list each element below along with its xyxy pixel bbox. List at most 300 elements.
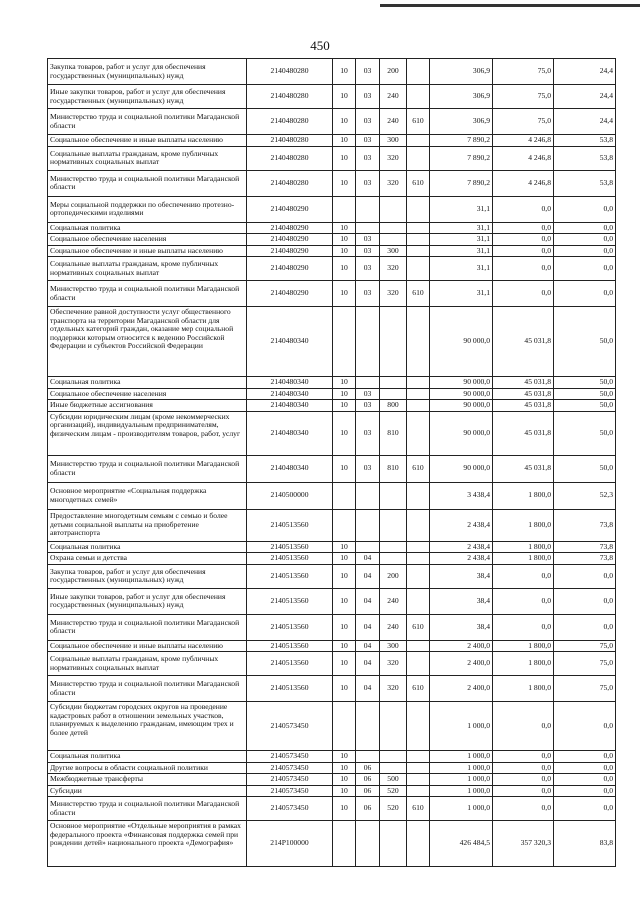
row-section: 10	[333, 257, 356, 281]
row-name: Социальные выплаты гражданам, кроме публичных нормативных социальных выплат	[48, 652, 247, 676]
row-expense-type: 520	[380, 797, 407, 821]
row-name: Социальное обеспечение и иные выплаты населению	[48, 640, 247, 652]
row-actual-amount: 0,0	[493, 785, 554, 797]
row-actual-amount: 45 031,8	[493, 388, 554, 400]
row-name: Социальная политика	[48, 751, 247, 763]
row-expense-type: 240	[380, 85, 407, 109]
row-actual-amount: 45 031,8	[493, 455, 554, 482]
row-subsection	[356, 509, 380, 541]
row-expense-type: 320	[380, 257, 407, 281]
row-name: Обеспечение равной доступности услуг общественного транспорта на территории Магаданской области для отдельных категорий граждан, оказание мер социальной поддержки которым относится к ведению Российской Федерации и субъектов Российской Федерации	[48, 307, 247, 377]
row-name: Иные бюджетные ассигнования	[48, 400, 247, 412]
row-code: 2140480280	[247, 85, 333, 109]
row-section: 10	[333, 785, 356, 797]
row-code: 2140513560	[247, 541, 333, 553]
row-percent: 50,0	[554, 400, 616, 412]
row-code: 2140573450	[247, 751, 333, 763]
row-plan-amount: 306,9	[430, 109, 493, 135]
row-plan-amount: 90 000,0	[430, 307, 493, 377]
row-section: 10	[333, 553, 356, 565]
row-percent: 0,0	[554, 281, 616, 307]
row-expense-type	[380, 762, 407, 774]
page-number: 450	[310, 38, 330, 53]
row-admin-code: 610	[407, 676, 430, 702]
row-code: 2140480290	[247, 234, 333, 246]
row-code: 2140573450	[247, 797, 333, 821]
table-row	[48, 234, 616, 246]
row-percent: 0,0	[554, 245, 616, 257]
row-percent: 0,0	[554, 222, 616, 234]
table-row	[48, 411, 616, 455]
row-subsection: 03	[356, 388, 380, 400]
table-row	[48, 553, 616, 565]
row-plan-amount: 1 000,0	[430, 785, 493, 797]
row-expense-type: 240	[380, 109, 407, 135]
table-row	[48, 652, 616, 676]
row-percent: 0,0	[554, 797, 616, 821]
row-section: 10	[333, 388, 356, 400]
row-subsection: 04	[356, 614, 380, 640]
row-code: 2140480290	[247, 222, 333, 234]
row-name: Министерство труда и социальной политики Магаданской области	[48, 797, 247, 821]
row-name: Субсидии	[48, 785, 247, 797]
row-section: 10	[333, 588, 356, 614]
row-percent: 24,4	[554, 59, 616, 85]
row-admin-code	[407, 482, 430, 509]
row-admin-code: 610	[407, 455, 430, 482]
row-plan-amount: 1 000,0	[430, 702, 493, 751]
row-expense-type	[380, 307, 407, 377]
table-row	[48, 170, 616, 196]
row-code: 2140480290	[247, 245, 333, 257]
row-expense-type: 200	[380, 564, 407, 588]
row-subsection: 04	[356, 652, 380, 676]
row-expense-type	[380, 234, 407, 246]
row-admin-code	[407, 640, 430, 652]
row-actual-amount: 0,0	[493, 614, 554, 640]
row-percent: 0,0	[554, 751, 616, 763]
row-name: Министерство труда и социальной политики Магаданской области	[48, 109, 247, 135]
row-code: 2140480280	[247, 146, 333, 170]
row-expense-type	[380, 553, 407, 565]
row-name: Социальное обеспечение и иные выплаты населению	[48, 135, 247, 147]
row-expense-type: 200	[380, 59, 407, 85]
row-code: 2140513560	[247, 553, 333, 565]
row-percent: 0,0	[554, 588, 616, 614]
row-plan-amount: 2 438,4	[430, 553, 493, 565]
row-name: Социальная политика	[48, 541, 247, 553]
row-percent: 0,0	[554, 234, 616, 246]
row-subsection	[356, 307, 380, 377]
row-expense-type	[380, 482, 407, 509]
row-subsection: 03	[356, 109, 380, 135]
row-plan-amount: 2 438,4	[430, 541, 493, 553]
row-plan-amount: 31,1	[430, 281, 493, 307]
row-subsection: 03	[356, 59, 380, 85]
row-actual-amount: 357 320,3	[493, 821, 554, 867]
row-expense-type: 300	[380, 640, 407, 652]
row-plan-amount: 2 400,0	[430, 640, 493, 652]
row-subsection: 03	[356, 170, 380, 196]
row-name: Социальное обеспечение населения	[48, 388, 247, 400]
row-section: 10	[333, 455, 356, 482]
row-section: 10	[333, 400, 356, 412]
row-plan-amount: 1 000,0	[430, 751, 493, 763]
table-row	[48, 762, 616, 774]
row-admin-code	[407, 400, 430, 412]
row-expense-type: 520	[380, 785, 407, 797]
row-section: 10	[333, 614, 356, 640]
row-actual-amount: 0,0	[493, 245, 554, 257]
row-actual-amount: 45 031,8	[493, 411, 554, 455]
row-expense-type	[380, 222, 407, 234]
row-subsection: 03	[356, 455, 380, 482]
row-section: 10	[333, 411, 356, 455]
row-subsection: 04	[356, 588, 380, 614]
table-row	[48, 245, 616, 257]
row-admin-code	[407, 702, 430, 751]
row-code: 214P100000	[247, 821, 333, 867]
row-admin-code	[407, 652, 430, 676]
row-actual-amount: 1 800,0	[493, 482, 554, 509]
row-section	[333, 821, 356, 867]
row-actual-amount: 0,0	[493, 281, 554, 307]
row-percent: 0,0	[554, 564, 616, 588]
row-name: Предоставление многодетным семьям с семью и более детьми социальной выплаты на приобретение автотранспорта	[48, 509, 247, 541]
row-section: 10	[333, 762, 356, 774]
table-row	[48, 785, 616, 797]
row-name: Межбюджетные трансферты	[48, 774, 247, 786]
row-actual-amount: 0,0	[493, 774, 554, 786]
row-name: Закупка товаров, работ и услуг для обеспечения государственных (муниципальных) нужд	[48, 59, 247, 85]
row-plan-amount: 2 400,0	[430, 676, 493, 702]
row-plan-amount: 2 400,0	[430, 652, 493, 676]
row-name: Министерство труда и социальной политики Магаданской области	[48, 614, 247, 640]
row-code: 2140513560	[247, 564, 333, 588]
row-expense-type: 320	[380, 146, 407, 170]
row-percent: 50,0	[554, 377, 616, 389]
row-subsection: 03	[356, 146, 380, 170]
row-code: 2140480340	[247, 307, 333, 377]
row-actual-amount: 1 800,0	[493, 676, 554, 702]
row-plan-amount: 7 890,2	[430, 146, 493, 170]
row-admin-code	[407, 541, 430, 553]
row-section: 10	[333, 135, 356, 147]
row-plan-amount: 90 000,0	[430, 400, 493, 412]
row-expense-type	[380, 377, 407, 389]
row-section: 10	[333, 85, 356, 109]
row-percent: 83,8	[554, 821, 616, 867]
row-subsection: 04	[356, 553, 380, 565]
row-subsection: 03	[356, 411, 380, 455]
row-name: Иные закупки товаров, работ и услуг для обеспечения государственных (муниципальных) нужд	[48, 588, 247, 614]
row-percent: 0,0	[554, 702, 616, 751]
row-subsection: 06	[356, 774, 380, 786]
table-row	[48, 509, 616, 541]
row-actual-amount: 0,0	[493, 588, 554, 614]
row-expense-type: 810	[380, 455, 407, 482]
row-actual-amount: 0,0	[493, 234, 554, 246]
row-admin-code	[407, 785, 430, 797]
row-code: 2140513560	[247, 614, 333, 640]
row-plan-amount: 90 000,0	[430, 377, 493, 389]
row-actual-amount: 0,0	[493, 762, 554, 774]
row-expense-type: 320	[380, 170, 407, 196]
row-code: 2140480340	[247, 411, 333, 455]
table-row	[48, 751, 616, 763]
row-section	[333, 509, 356, 541]
row-admin-code	[407, 564, 430, 588]
row-section: 10	[333, 281, 356, 307]
row-percent: 0,0	[554, 257, 616, 281]
row-plan-amount: 31,1	[430, 234, 493, 246]
row-percent: 50,0	[554, 455, 616, 482]
row-percent: 0,0	[554, 774, 616, 786]
row-code: 2140480340	[247, 377, 333, 389]
row-expense-type: 810	[380, 411, 407, 455]
row-plan-amount: 38,4	[430, 564, 493, 588]
table-row	[48, 146, 616, 170]
row-section: 10	[333, 652, 356, 676]
row-name: Меры социальной поддержки по обеспечению протезно-ортопедическими изделиями	[48, 196, 247, 222]
table-row	[48, 774, 616, 786]
top-rule	[380, 4, 640, 7]
row-actual-amount: 0,0	[493, 564, 554, 588]
row-name: Социальная политика	[48, 377, 247, 389]
row-admin-code	[407, 245, 430, 257]
row-plan-amount: 31,1	[430, 245, 493, 257]
row-code: 2140480290	[247, 257, 333, 281]
table-row	[48, 59, 616, 85]
row-percent: 75,0	[554, 676, 616, 702]
row-plan-amount: 7 890,2	[430, 170, 493, 196]
row-plan-amount: 306,9	[430, 85, 493, 109]
row-section: 10	[333, 59, 356, 85]
row-admin-code: 610	[407, 797, 430, 821]
table-row	[48, 109, 616, 135]
row-name: Министерство труда и социальной политики Магаданской области	[48, 281, 247, 307]
row-plan-amount: 38,4	[430, 588, 493, 614]
row-code: 2140480290	[247, 281, 333, 307]
row-code: 2140500000	[247, 482, 333, 509]
row-admin-code	[407, 411, 430, 455]
row-subsection	[356, 482, 380, 509]
row-plan-amount: 1 000,0	[430, 797, 493, 821]
row-admin-code	[407, 751, 430, 763]
table-row	[48, 388, 616, 400]
row-section: 10	[333, 640, 356, 652]
row-name: Другие вопросы в области социальной политики	[48, 762, 247, 774]
row-admin-code	[407, 257, 430, 281]
row-subsection: 03	[356, 281, 380, 307]
row-name: Социальная политика	[48, 222, 247, 234]
row-percent: 24,4	[554, 109, 616, 135]
row-percent: 53,8	[554, 135, 616, 147]
row-section: 10	[333, 541, 356, 553]
row-name: Закупка товаров, работ и услуг для обеспечения государственных (муниципальных) нужд	[48, 564, 247, 588]
table-row	[48, 307, 616, 377]
row-actual-amount: 45 031,8	[493, 377, 554, 389]
row-percent: 52,3	[554, 482, 616, 509]
row-subsection: 03	[356, 135, 380, 147]
row-subsection: 03	[356, 245, 380, 257]
row-section: 10	[333, 774, 356, 786]
row-admin-code	[407, 821, 430, 867]
table-row	[48, 588, 616, 614]
row-admin-code: 610	[407, 109, 430, 135]
row-expense-type	[380, 541, 407, 553]
row-section: 10	[333, 234, 356, 246]
row-plan-amount: 90 000,0	[430, 455, 493, 482]
table-row	[48, 135, 616, 147]
row-expense-type	[380, 751, 407, 763]
table-row	[48, 541, 616, 553]
row-section: 10	[333, 245, 356, 257]
row-subsection: 03	[356, 85, 380, 109]
row-subsection: 04	[356, 640, 380, 652]
row-section: 10	[333, 751, 356, 763]
row-percent: 0,0	[554, 785, 616, 797]
row-plan-amount: 2 438,4	[430, 509, 493, 541]
row-code: 2140513560	[247, 509, 333, 541]
row-admin-code	[407, 85, 430, 109]
row-percent: 75,0	[554, 640, 616, 652]
row-code: 2140513560	[247, 640, 333, 652]
row-expense-type	[380, 821, 407, 867]
row-section: 10	[333, 146, 356, 170]
table-row	[48, 257, 616, 281]
row-section: 10	[333, 170, 356, 196]
row-admin-code: 610	[407, 170, 430, 196]
table-row	[48, 564, 616, 588]
row-name: Социальные выплаты гражданам, кроме публичных нормативных социальных выплат	[48, 146, 247, 170]
row-code: 2140573450	[247, 785, 333, 797]
row-subsection: 03	[356, 400, 380, 412]
row-plan-amount: 1 000,0	[430, 774, 493, 786]
row-actual-amount: 4 246,8	[493, 135, 554, 147]
row-admin-code	[407, 762, 430, 774]
table-row	[48, 196, 616, 222]
row-section: 10	[333, 222, 356, 234]
table-row	[48, 482, 616, 509]
row-admin-code	[407, 774, 430, 786]
row-actual-amount: 45 031,8	[493, 307, 554, 377]
row-actual-amount: 1 800,0	[493, 541, 554, 553]
row-percent: 0,0	[554, 614, 616, 640]
row-admin-code	[407, 146, 430, 170]
row-subsection: 04	[356, 564, 380, 588]
row-admin-code	[407, 234, 430, 246]
row-expense-type	[380, 509, 407, 541]
row-percent: 75,0	[554, 652, 616, 676]
row-plan-amount: 31,1	[430, 257, 493, 281]
row-actual-amount: 75,0	[493, 85, 554, 109]
row-actual-amount: 1 800,0	[493, 640, 554, 652]
row-percent: 73,8	[554, 541, 616, 553]
row-admin-code	[407, 196, 430, 222]
table-row	[48, 640, 616, 652]
row-section	[333, 196, 356, 222]
row-name: Основное мероприятие «Социальная поддержка многодетных семей»	[48, 482, 247, 509]
row-code: 2140480290	[247, 196, 333, 222]
row-code: 2140573450	[247, 774, 333, 786]
row-expense-type: 320	[380, 652, 407, 676]
row-actual-amount: 0,0	[493, 751, 554, 763]
row-subsection	[356, 751, 380, 763]
row-admin-code	[407, 222, 430, 234]
row-expense-type	[380, 702, 407, 751]
row-expense-type: 240	[380, 588, 407, 614]
row-name: Социальное обеспечение населения	[48, 234, 247, 246]
row-actual-amount: 45 031,8	[493, 400, 554, 412]
table-row	[48, 222, 616, 234]
row-admin-code	[407, 509, 430, 541]
row-subsection	[356, 196, 380, 222]
row-name: Основное мероприятие «Отдельные мероприятия в рамках федерального проекта «Финансовая поддержка семей при рождении детей» национального проекта «Демография»	[48, 821, 247, 867]
row-actual-amount: 1 800,0	[493, 652, 554, 676]
row-code: 2140513560	[247, 652, 333, 676]
row-code: 2140480280	[247, 59, 333, 85]
table-row	[48, 676, 616, 702]
table-row	[48, 821, 616, 867]
row-plan-amount: 90 000,0	[430, 388, 493, 400]
row-name: Социальные выплаты гражданам, кроме публичных нормативных социальных выплат	[48, 257, 247, 281]
row-expense-type	[380, 388, 407, 400]
row-percent: 50,0	[554, 388, 616, 400]
row-plan-amount: 90 000,0	[430, 411, 493, 455]
row-admin-code	[407, 59, 430, 85]
row-admin-code: 610	[407, 281, 430, 307]
row-plan-amount: 3 438,4	[430, 482, 493, 509]
row-name: Министерство труда и социальной политики Магаданской области	[48, 676, 247, 702]
row-admin-code	[407, 307, 430, 377]
row-actual-amount: 75,0	[493, 59, 554, 85]
row-actual-amount: 4 246,8	[493, 170, 554, 196]
row-expense-type	[380, 196, 407, 222]
row-code: 2140513560	[247, 588, 333, 614]
row-percent: 0,0	[554, 196, 616, 222]
row-code: 2140480340	[247, 400, 333, 412]
row-subsection: 04	[356, 676, 380, 702]
row-expense-type: 300	[380, 245, 407, 257]
table-row	[48, 614, 616, 640]
row-subsection	[356, 222, 380, 234]
row-section: 10	[333, 109, 356, 135]
row-plan-amount: 7 890,2	[430, 135, 493, 147]
table-row	[48, 85, 616, 109]
row-subsection	[356, 702, 380, 751]
row-subsection	[356, 377, 380, 389]
row-subsection: 03	[356, 234, 380, 246]
row-code: 2140573450	[247, 762, 333, 774]
row-plan-amount: 31,1	[430, 222, 493, 234]
row-percent: 50,0	[554, 307, 616, 377]
row-name: Министерство труда и социальной политики Магаданской области	[48, 170, 247, 196]
row-code: 2140480280	[247, 135, 333, 147]
row-expense-type: 320	[380, 676, 407, 702]
row-plan-amount: 426 484,5	[430, 821, 493, 867]
row-admin-code	[407, 388, 430, 400]
row-code: 2140480340	[247, 455, 333, 482]
row-name: Охрана семьи и детства	[48, 553, 247, 565]
row-subsection: 06	[356, 762, 380, 774]
row-code: 2140573450	[247, 702, 333, 751]
row-expense-type: 320	[380, 281, 407, 307]
row-percent: 53,8	[554, 146, 616, 170]
row-actual-amount: 1 800,0	[493, 553, 554, 565]
row-plan-amount: 31,1	[430, 196, 493, 222]
row-code: 2140480340	[247, 388, 333, 400]
